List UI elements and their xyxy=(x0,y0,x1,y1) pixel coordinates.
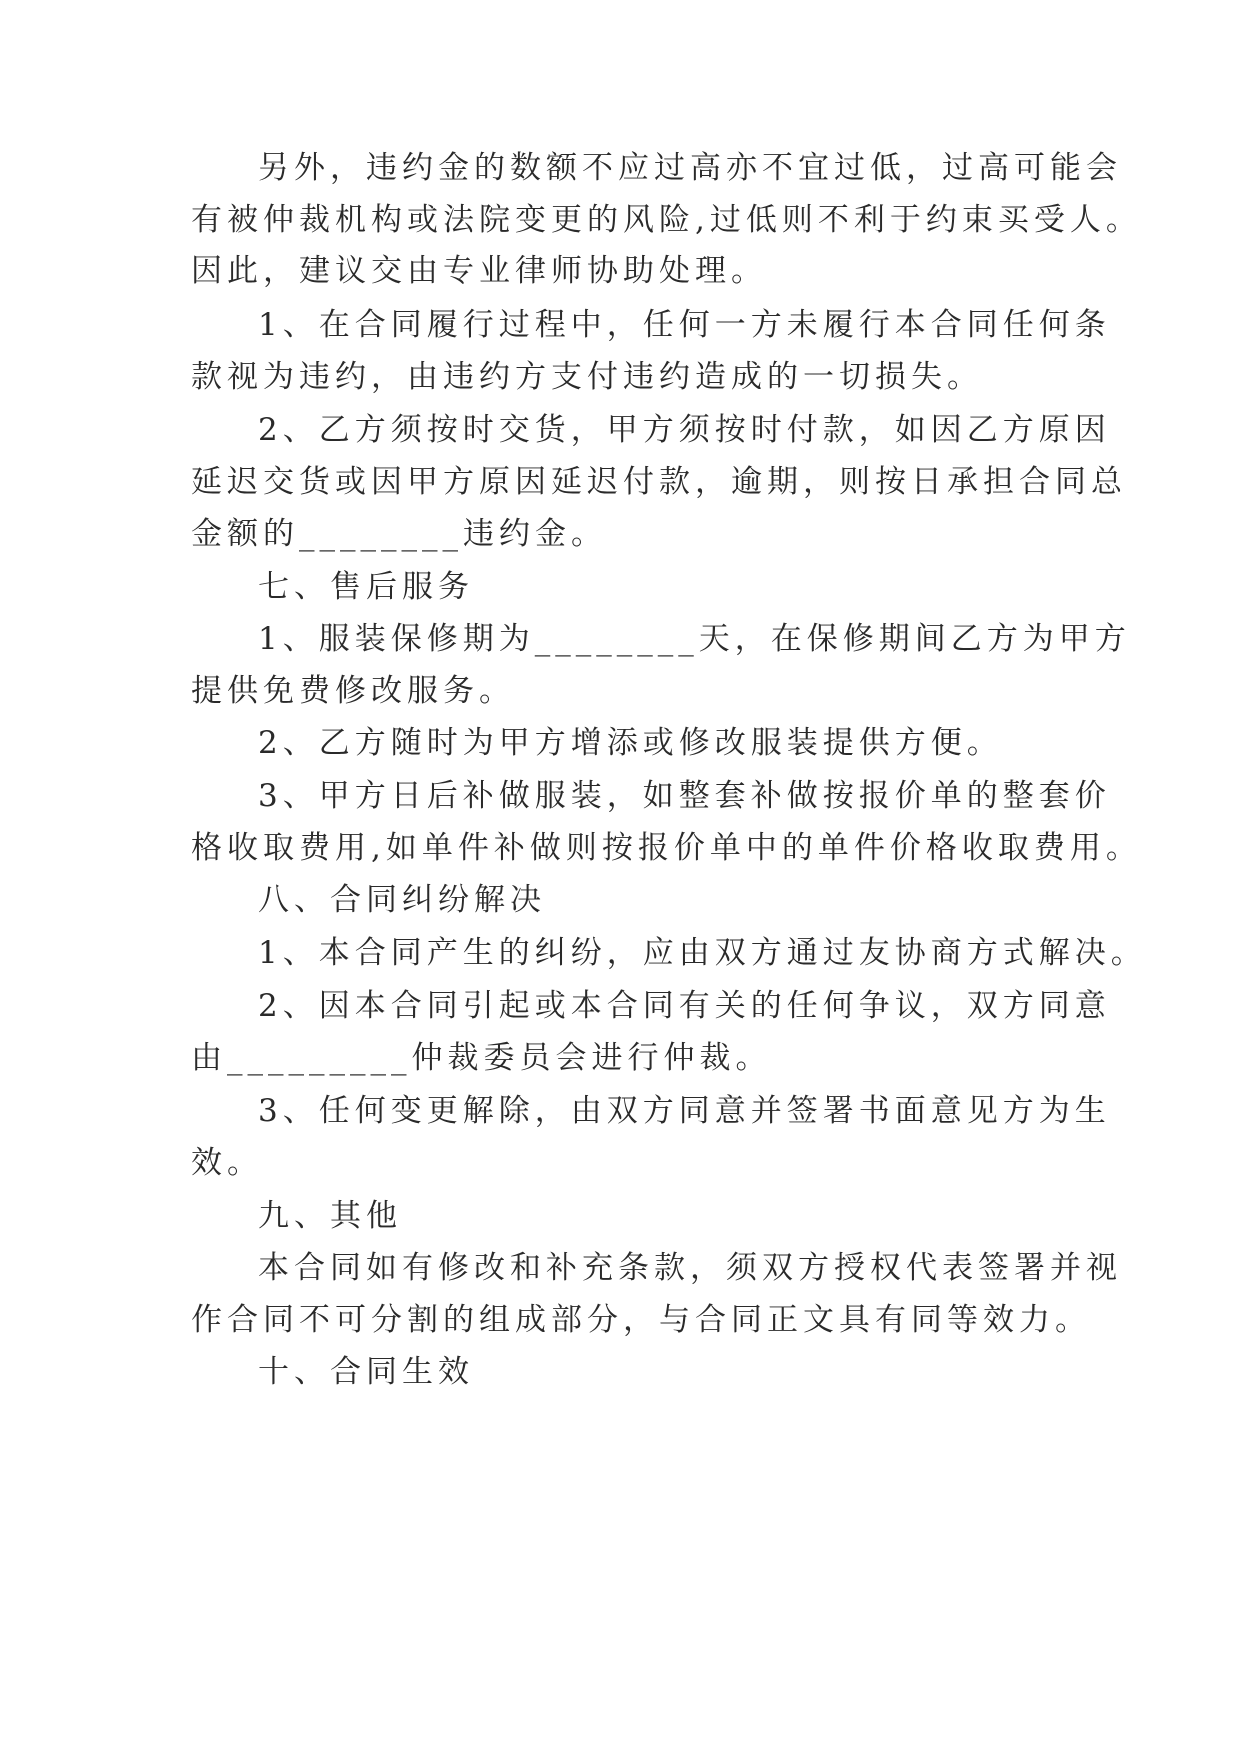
paragraph-line: 有被仲裁机构或法院变更的风险,过低则不利于约束买受人。 xyxy=(191,202,1142,238)
section-heading: 八、合同纠纷解决 xyxy=(258,882,546,918)
paragraph-line: 效。 xyxy=(191,1145,263,1181)
paragraph-line: 因此，建议交由专业律师协助处理。 xyxy=(191,253,767,289)
paragraph-line: 1、在合同履行过程中，任何一方未履行本合同任何条 xyxy=(258,307,1111,343)
paragraph-line: 3、甲方日后补做服装，如整套补做按报价单的整套价 xyxy=(258,778,1111,814)
paragraph-line: 款视为违约，由违约方支付违约造成的一切损失。 xyxy=(191,359,983,395)
section-heading: 七、售后服务 xyxy=(258,569,474,605)
section-heading: 九、其他 xyxy=(258,1198,402,1234)
paragraph-line: 由_________仲裁委员会进行仲裁。 xyxy=(191,1040,772,1076)
paragraph-line: 2、因本合同引起或本合同有关的任何争议，双方同意 xyxy=(258,988,1111,1024)
paragraph-line: 2、乙方随时为甲方增添或修改服装提供方便。 xyxy=(258,725,1003,761)
paragraph-line: 金额的________违约金。 xyxy=(191,516,607,552)
paragraph-line: 本合同如有修改和补充条款，须双方授权代表签署并视 xyxy=(258,1250,1122,1286)
paragraph-line: 1、本合同产生的纠纷，应由双方通过友协商方式解决。 xyxy=(258,935,1147,971)
paragraph-line: 提供免费修改服务。 xyxy=(191,673,515,709)
paragraph-line: 1、服装保修期为________天，在保修期间乙方为甲方 xyxy=(258,621,1131,657)
paragraph-line: 2、乙方须按时交货，甲方须按时付款，如因乙方原因 xyxy=(258,412,1111,448)
section-heading: 十、合同生效 xyxy=(258,1354,474,1390)
paragraph-line: 格收取费用,如单件补做则按报价单中的单件价格收取费用。 xyxy=(191,830,1142,866)
paragraph-line: 3、任何变更解除，由双方同意并签署书面意见方为生 xyxy=(258,1093,1111,1129)
paragraph-line: 作合同不可分割的组成部分，与合同正文具有同等效力。 xyxy=(191,1302,1091,1338)
paragraph-line: 延迟交货或因甲方原因延迟付款，逾期，则按日承担合同总 xyxy=(191,464,1127,500)
paragraph-line: 另外，违约金的数额不应过高亦不宜过低，过高可能会 xyxy=(258,150,1122,186)
